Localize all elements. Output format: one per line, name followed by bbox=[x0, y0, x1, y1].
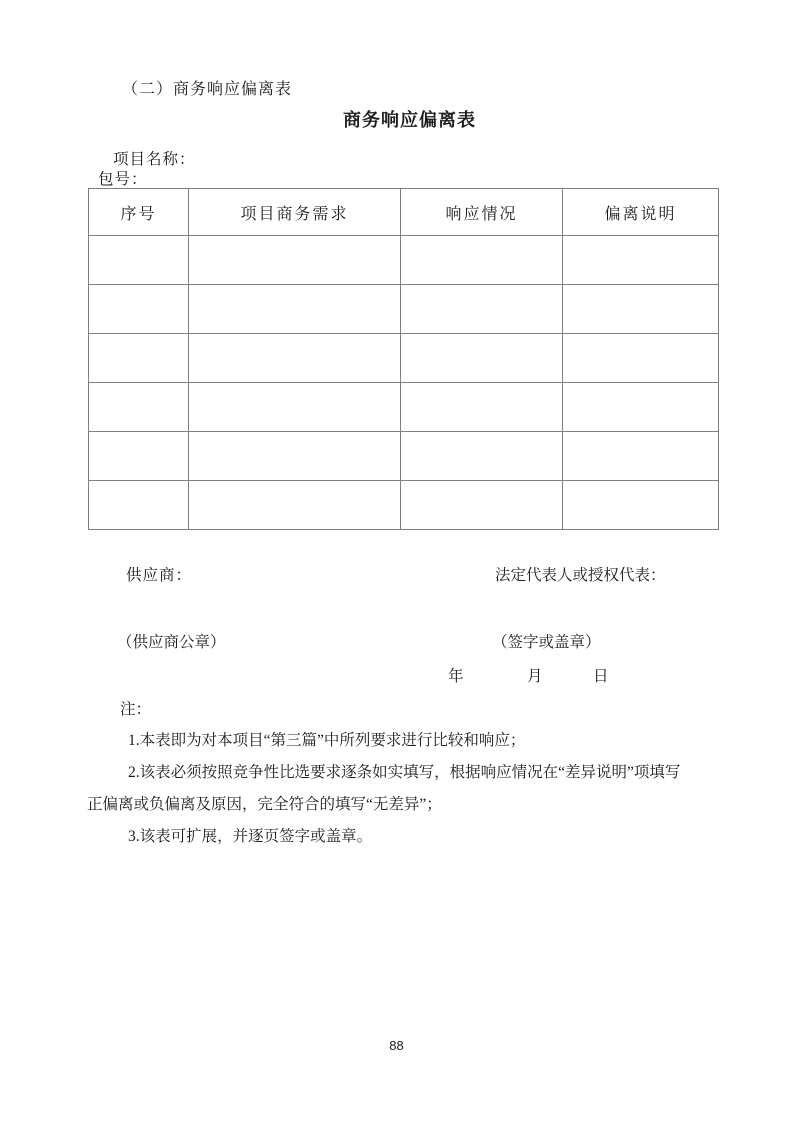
table-cell bbox=[401, 383, 563, 432]
table-cell bbox=[401, 432, 563, 481]
table-cell bbox=[563, 285, 719, 334]
table-cell bbox=[89, 236, 189, 285]
table-row bbox=[89, 481, 719, 530]
supplier-seal-label: （供应商公章） bbox=[117, 634, 226, 651]
table-row bbox=[89, 236, 719, 285]
table-cell bbox=[189, 334, 401, 383]
note-item-continuation: 正偏离或负偏离及原因，完全符合的填写“无差异”； bbox=[87, 796, 442, 813]
section-heading: （二）商务响应偏离表 bbox=[122, 81, 293, 98]
page-number: 88 bbox=[389, 1038, 404, 1053]
table-cell bbox=[563, 481, 719, 530]
table-cell bbox=[189, 432, 401, 481]
table-cell bbox=[89, 383, 189, 432]
table-cell bbox=[189, 383, 401, 432]
month-label: 月 bbox=[527, 668, 543, 685]
project-name-label: 项目名称： bbox=[113, 151, 196, 168]
date-line bbox=[448, 664, 618, 684]
table-row bbox=[89, 383, 719, 432]
table-cell bbox=[401, 285, 563, 334]
note-item: 1.本表即为对本项目“第三篇”中所列要求进行比较和响应； bbox=[128, 732, 526, 749]
page-title: 商务响应偏离表 bbox=[343, 110, 476, 130]
supplier-label: 供应商： bbox=[126, 567, 193, 584]
table-cell bbox=[401, 334, 563, 383]
table-row bbox=[89, 334, 719, 383]
table-row bbox=[89, 432, 719, 481]
header-cell-requirement: 项目商务需求 bbox=[189, 189, 401, 236]
table-cell bbox=[401, 481, 563, 530]
note-item: 3.该表可扩展，并逐页签字或盖章。 bbox=[128, 828, 373, 845]
table-cell bbox=[563, 334, 719, 383]
notes-label: 注： bbox=[120, 701, 152, 718]
table-cell bbox=[401, 236, 563, 285]
header-cell-deviation: 偏离说明 bbox=[563, 189, 719, 236]
table-cell bbox=[189, 481, 401, 530]
table-cell bbox=[89, 285, 189, 334]
table-cell bbox=[563, 383, 719, 432]
header-cell-response: 响应情况 bbox=[401, 189, 563, 236]
table-cell bbox=[563, 236, 719, 285]
table-cell bbox=[189, 285, 401, 334]
day-label: 日 bbox=[593, 668, 609, 685]
table-row bbox=[89, 285, 719, 334]
table-cell bbox=[89, 481, 189, 530]
package-number-label: 包号： bbox=[98, 171, 148, 188]
legal-representative-label: 法定代表人或授权代表： bbox=[495, 567, 666, 584]
table-cell bbox=[189, 236, 401, 285]
year-label: 年 bbox=[448, 668, 464, 685]
table-cell bbox=[89, 432, 189, 481]
sign-or-seal-label: （签字或盖章） bbox=[492, 634, 601, 651]
deviation-table bbox=[88, 188, 719, 530]
table-cell bbox=[563, 432, 719, 481]
table-header-row bbox=[89, 189, 719, 236]
table-cell bbox=[89, 334, 189, 383]
header-cell-serial-no: 序号 bbox=[89, 189, 189, 236]
note-item: 2.该表必须按照竞争性比选要求逐条如实填写，根据响应情况在“差异说明”项填写 bbox=[128, 764, 681, 781]
